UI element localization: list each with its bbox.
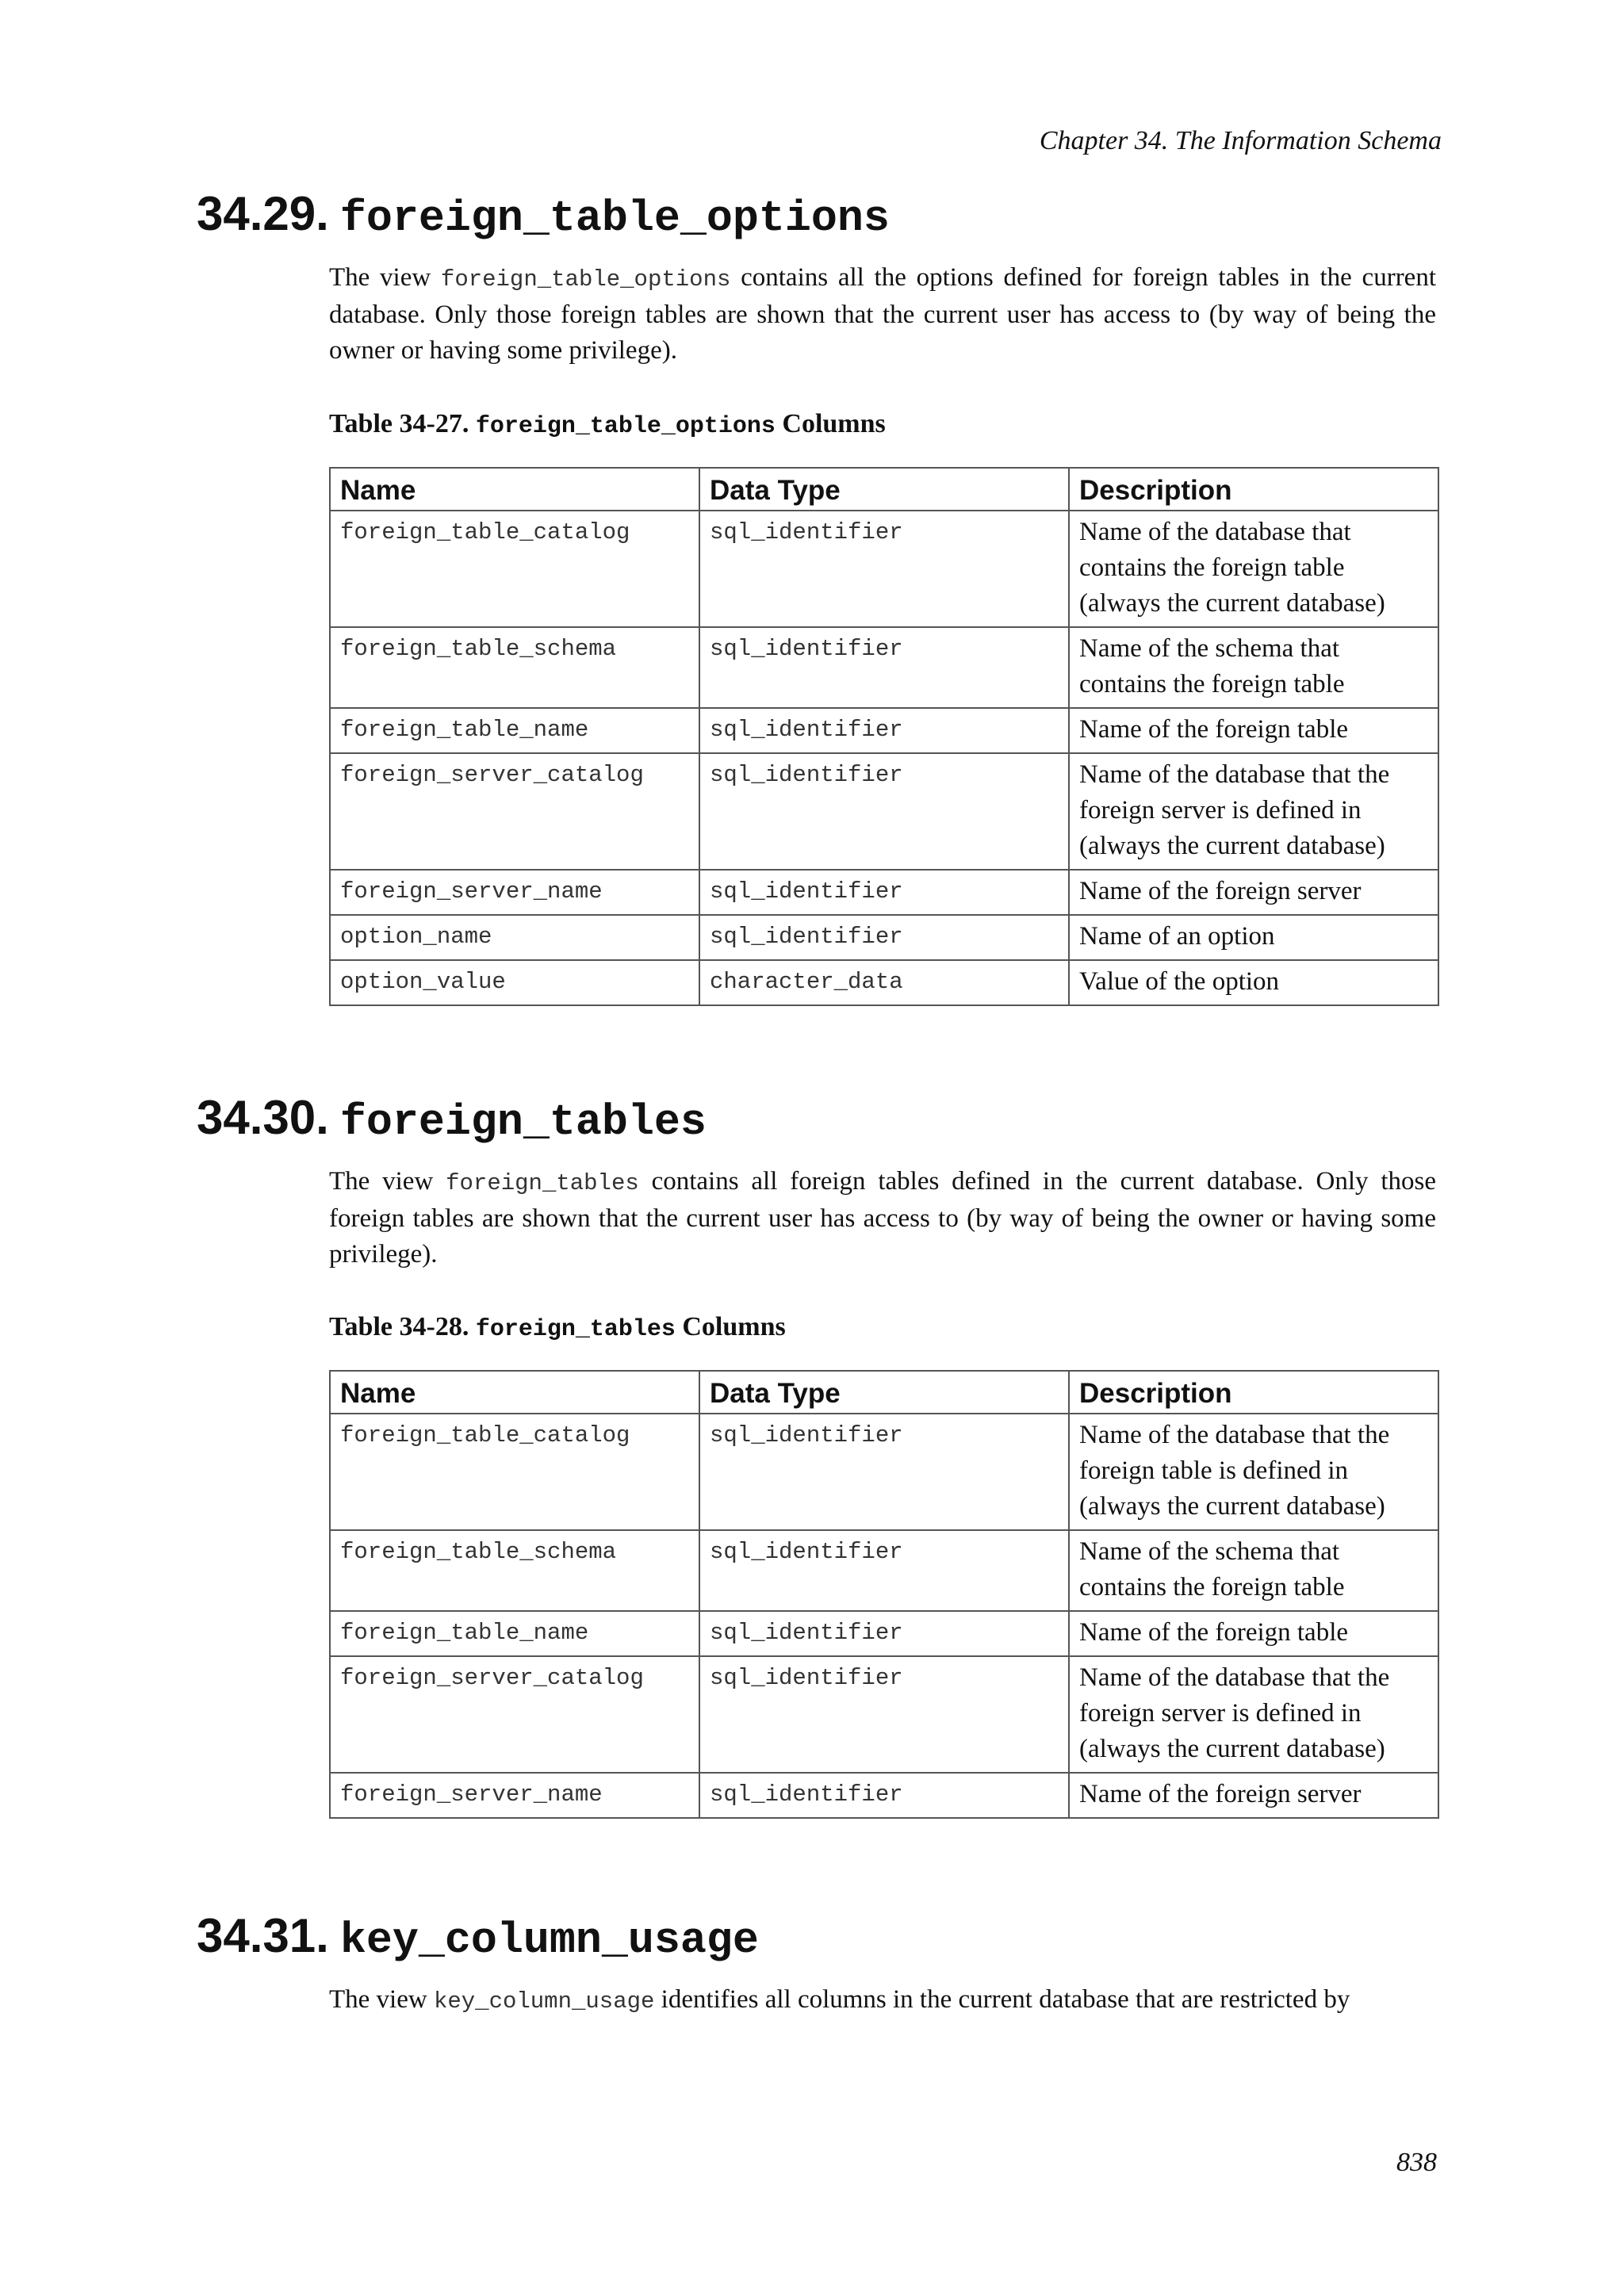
- table-row: [330, 627, 1438, 708]
- cell-description: Name of the foreign server: [1069, 870, 1438, 915]
- cell-column-name: foreign_table_catalog: [330, 511, 699, 627]
- cell-data-type: sql_identifier: [699, 1414, 1069, 1530]
- cell-column-name: foreign_server_name: [330, 870, 699, 915]
- cell-description: Name of the schema that contains the foreign table: [1069, 627, 1438, 708]
- cell-description: Name of the database that the foreign server is defined in (always the current database): [1069, 1656, 1438, 1773]
- para-text: The view: [329, 1985, 434, 2014]
- cell-description: Name of the database that the foreign server is defined in (always the current database): [1069, 753, 1438, 870]
- table-row: [330, 915, 1438, 960]
- table-row: [330, 1773, 1438, 1818]
- cell-column-name: foreign_server_name: [330, 1773, 699, 1818]
- cell-column-name: option_name: [330, 915, 699, 960]
- cell-column-name: foreign_server_catalog: [330, 753, 699, 870]
- header-data-type: Data Type: [699, 468, 1069, 511]
- para-text: contains all foreign tables defined in the current database. Only those foreign tables are shown that the current user has access to (by way of being the owner or having some privilege).: [329, 1167, 1437, 1269]
- columns-table: [329, 1370, 1439, 1819]
- table-row: [330, 1530, 1438, 1611]
- section-view-name: key_column_usage: [339, 1915, 759, 1965]
- section-description: [329, 1982, 1436, 2019]
- cell-data-type: sql_identifier: [699, 511, 1069, 627]
- cell-description: Name of the foreign server: [1069, 1773, 1438, 1818]
- table-row: [330, 870, 1438, 915]
- header-name: Name: [330, 1371, 699, 1414]
- para-text: identifies all columns in the current database that are restricted by: [654, 1985, 1350, 2014]
- cell-data-type: sql_identifier: [699, 1530, 1069, 1611]
- cell-description: Name of the database that the foreign table is defined in (always the current database): [1069, 1414, 1438, 1530]
- cell-data-type: sql_identifier: [699, 1611, 1069, 1656]
- table-row: [330, 1414, 1438, 1530]
- table-row: [330, 708, 1438, 753]
- cell-column-name: foreign_table_schema: [330, 1530, 699, 1611]
- cell-data-type: sql_identifier: [699, 627, 1069, 708]
- section-heading: [197, 189, 890, 250]
- cell-data-type: sql_identifier: [699, 915, 1069, 960]
- table-row: [330, 753, 1438, 870]
- cell-column-name: option_value: [330, 960, 699, 1005]
- page-number: 838: [1396, 2148, 1437, 2177]
- cell-description: Name of the foreign table: [1069, 708, 1438, 753]
- table-header-row: [330, 1371, 1438, 1414]
- cell-column-name: foreign_server_catalog: [330, 1656, 699, 1773]
- caption-prefix: Table 34-28.: [329, 1312, 476, 1341]
- caption-suffix: Columns: [775, 409, 886, 438]
- cell-data-type: character_data: [699, 960, 1069, 1005]
- cell-data-type: sql_identifier: [699, 870, 1069, 915]
- section-heading: [197, 1911, 759, 1972]
- section-description: [329, 1164, 1436, 1272]
- cell-column-name: foreign_table_name: [330, 708, 699, 753]
- section-heading: [197, 1093, 707, 1154]
- caption-prefix: Table 34-27.: [329, 409, 476, 438]
- table-row: [330, 960, 1438, 1005]
- table-caption: [329, 408, 886, 442]
- section-description: [329, 260, 1436, 369]
- section-number: 34.29.: [197, 187, 329, 240]
- cell-column-name: foreign_table_schema: [330, 627, 699, 708]
- inline-code: foreign_tables: [446, 1170, 639, 1196]
- header-data-type: Data Type: [699, 1371, 1069, 1414]
- running-header: Chapter 34. The Information Schema: [1039, 126, 1442, 155]
- cell-column-name: foreign_table_catalog: [330, 1414, 699, 1530]
- table-header-row: [330, 468, 1438, 511]
- cell-data-type: sql_identifier: [699, 1773, 1069, 1818]
- caption-code: foreign_tables: [475, 1316, 676, 1343]
- header-description: Description: [1069, 1371, 1438, 1414]
- table-row: [330, 511, 1438, 627]
- columns-table: [329, 467, 1439, 1006]
- para-text: The view: [329, 1167, 446, 1196]
- caption-code: foreign_table_options: [475, 413, 776, 440]
- header-name: Name: [330, 468, 699, 511]
- section-number: 34.30.: [197, 1091, 329, 1144]
- inline-code: key_column_usage: [433, 1988, 655, 2015]
- section-view-name: foreign_table_options: [339, 193, 890, 243]
- table-row: [330, 1611, 1438, 1656]
- table-caption: [329, 1311, 786, 1345]
- para-text: The view: [329, 263, 441, 292]
- cell-data-type: sql_identifier: [699, 1656, 1069, 1773]
- section-number: 34.31.: [197, 1909, 329, 1962]
- cell-description: Name of the database that contains the foreign table (always the current database): [1069, 511, 1438, 627]
- cell-column-name: foreign_table_name: [330, 1611, 699, 1656]
- section-view-name: foreign_tables: [339, 1097, 707, 1147]
- cell-data-type: sql_identifier: [699, 708, 1069, 753]
- table-row: [330, 1656, 1438, 1773]
- cell-data-type: sql_identifier: [699, 753, 1069, 870]
- inline-code: foreign_table_options: [440, 266, 731, 293]
- caption-suffix: Columns: [675, 1312, 786, 1341]
- cell-description: Name of the schema that contains the foreign table: [1069, 1530, 1438, 1611]
- header-description: Description: [1069, 468, 1438, 511]
- para-text: contains all the options defined for foreign tables in the current database. Only those foreign tables are shown that the current user has access to (by way of being the owner or having some privilege).: [329, 263, 1437, 365]
- cell-description: Name of the foreign table: [1069, 1611, 1438, 1656]
- cell-description: Name of an option: [1069, 915, 1438, 960]
- cell-description: Value of the option: [1069, 960, 1438, 1005]
